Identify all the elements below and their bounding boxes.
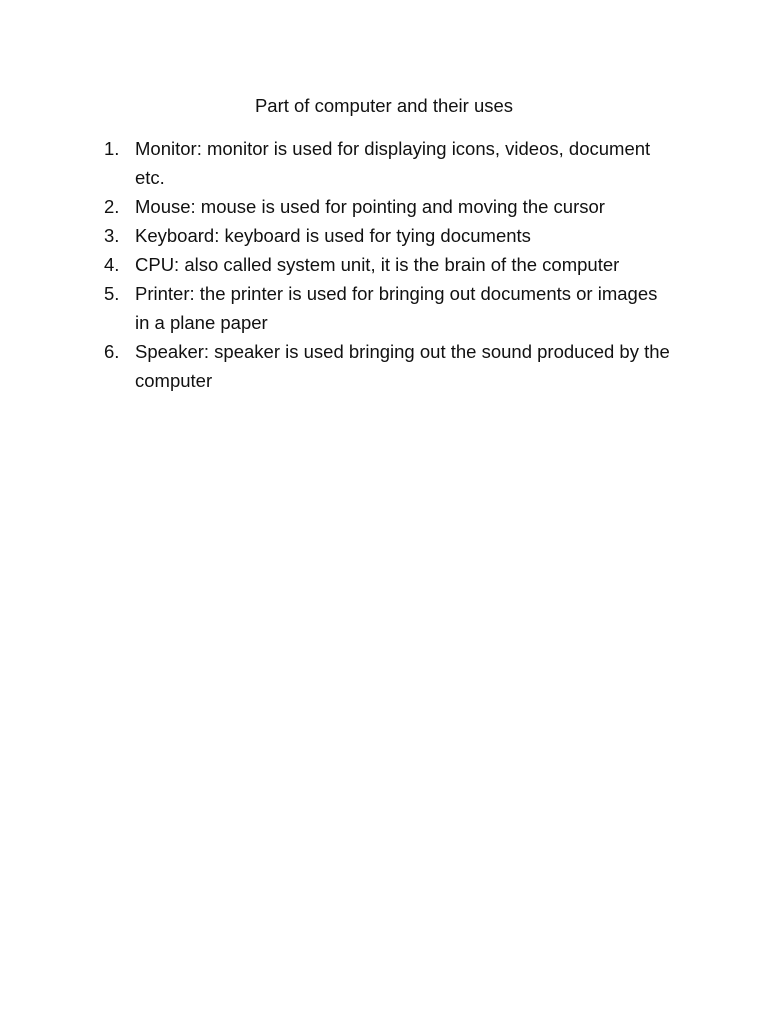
list-item-number: 3.: [104, 225, 120, 246]
list-item-text: Keyboard: keyboard is used for tying documents: [135, 225, 531, 246]
document-title: Part of computer and their uses: [254, 95, 514, 116]
list-item-text: Mouse: mouse is used for pointing and moving the cursor: [135, 196, 605, 217]
list-item-number: 2.: [104, 196, 120, 217]
list-item-number: 6.: [104, 341, 120, 362]
list-item-text: Monitor: monitor is used for displaying icons, videos, document etc.: [135, 138, 651, 188]
list-item: [104, 250, 674, 279]
list-item: [104, 279, 674, 337]
list-item: [104, 134, 674, 192]
list-item-text: Speaker: speaker is used bringing out the sound produced by the computer: [135, 341, 670, 391]
list-item-number: 4.: [104, 254, 120, 275]
parts-list: [104, 134, 674, 395]
list-item-number: 1.: [104, 138, 120, 159]
list-item: [104, 192, 674, 221]
list-item-text: Printer: the printer is used for bringing out documents or images in a plane paper: [135, 283, 658, 333]
list-item-text: CPU: also called system unit, it is the brain of the computer: [135, 254, 620, 275]
list-item: [104, 221, 674, 250]
list-item: [104, 337, 674, 395]
list-item-number: 5.: [104, 283, 120, 304]
